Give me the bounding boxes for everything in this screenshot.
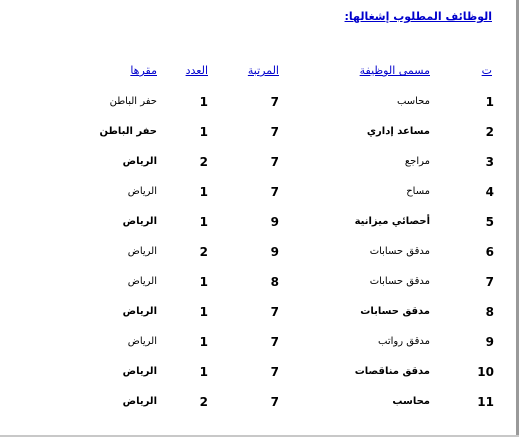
cell-count: 1 — [199, 365, 208, 379]
cell-count: 1 — [199, 125, 208, 139]
cell-num: 5 — [485, 215, 494, 229]
cell-location: حفر الباطن — [109, 96, 157, 107]
cell-title: محاسب — [392, 396, 430, 407]
cell-num: 11 — [477, 395, 494, 409]
cell-location: الرياض — [127, 246, 157, 257]
cell-count: 2 — [199, 395, 208, 409]
cell-num: 3 — [485, 155, 494, 169]
cell-location: الرياض — [122, 306, 157, 317]
cell-title: مدقق حسابات — [369, 276, 430, 287]
cell-title: مدقق رواتب — [378, 336, 430, 347]
cell-num: 8 — [485, 305, 494, 319]
cell-title: محاسب — [396, 96, 430, 107]
cell-grade: 7 — [270, 95, 279, 109]
cell-grade: 9 — [270, 215, 279, 229]
column-header-grade: المرتبة — [247, 64, 279, 77]
cell-num: 4 — [485, 185, 494, 199]
column-header-location: مقرها — [130, 64, 157, 77]
cell-count: 1 — [199, 215, 208, 229]
cell-location: الرياض — [122, 216, 157, 227]
cell-count: 1 — [199, 335, 208, 349]
cell-grade: 7 — [270, 365, 279, 379]
cell-location: الرياض — [127, 336, 157, 347]
cell-title: مدقق حسابات — [360, 306, 430, 317]
column-header-title: مسمى الوظيفة — [359, 64, 430, 77]
cell-count: 1 — [199, 275, 208, 289]
cell-title: مدقق مناقصات — [354, 366, 430, 377]
cell-count: 2 — [199, 155, 208, 169]
cell-location: الرياض — [122, 396, 157, 407]
cell-grade: 7 — [270, 335, 279, 349]
cell-count: 1 — [199, 305, 208, 319]
cell-location: الرياض — [127, 276, 157, 287]
cell-num: 10 — [477, 365, 494, 379]
page-title: الوظائف المطلوب إشغالها: — [344, 10, 492, 23]
cell-num: 6 — [485, 245, 494, 259]
cell-grade: 9 — [270, 245, 279, 259]
cell-location: الرياض — [127, 186, 157, 197]
column-header-num: ت — [481, 64, 492, 77]
cell-title: مدقق حسابات — [369, 246, 430, 257]
column-header-count: العدد — [185, 64, 208, 77]
cell-grade: 7 — [270, 305, 279, 319]
cell-grade: 8 — [270, 275, 279, 289]
cell-num: 2 — [485, 125, 494, 139]
cell-count: 1 — [199, 95, 208, 109]
cell-title: مساح — [406, 186, 430, 197]
cell-location: الرياض — [122, 366, 157, 377]
cell-grade: 7 — [270, 125, 279, 139]
cell-location: حفر الباطن — [99, 126, 157, 137]
cell-grade: 7 — [270, 155, 279, 169]
cell-title: مساعد إداري — [366, 126, 430, 137]
cell-num: 7 — [485, 275, 494, 289]
cell-count: 1 — [199, 185, 208, 199]
cell-grade: 7 — [270, 395, 279, 409]
cell-count: 2 — [199, 245, 208, 259]
cell-title: مراجع — [404, 156, 430, 167]
cell-location: الرياض — [122, 156, 157, 167]
cell-num: 1 — [485, 95, 494, 109]
cell-title: أحصائي ميزانية — [354, 216, 430, 227]
cell-grade: 7 — [270, 185, 279, 199]
cell-num: 9 — [485, 335, 494, 349]
